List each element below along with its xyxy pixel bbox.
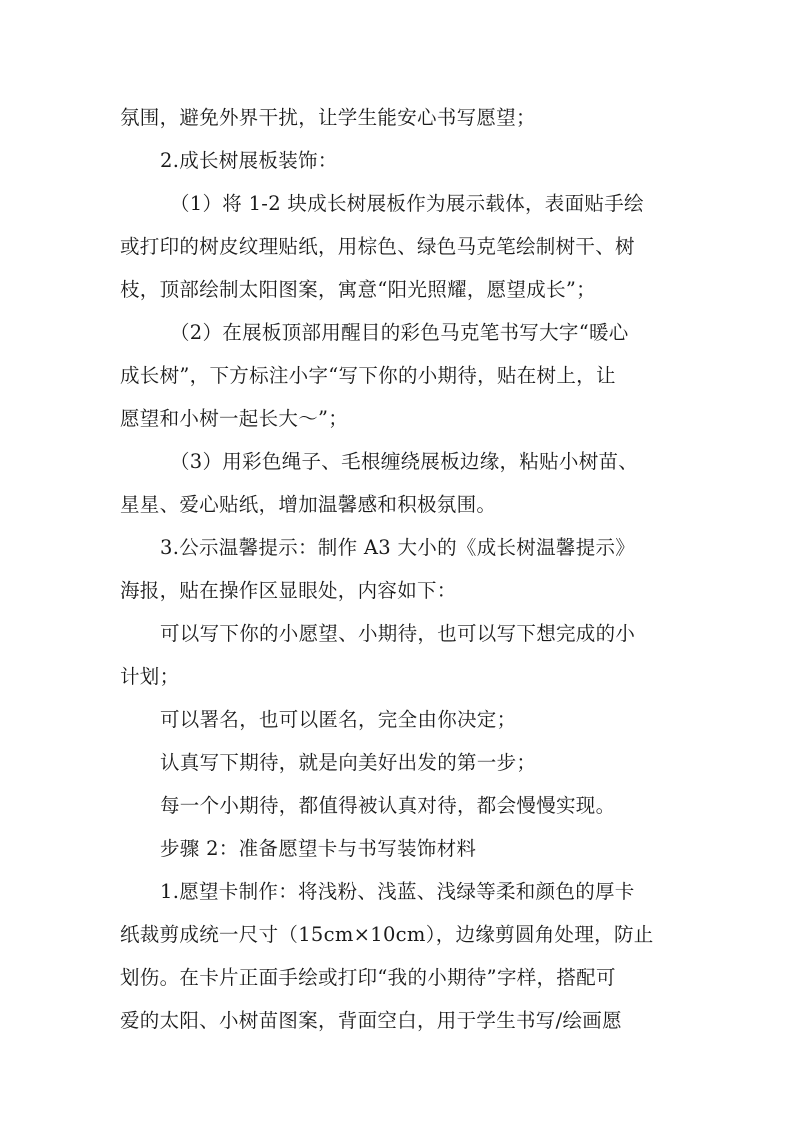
section-heading: 3.公示温馨提示：制作 A3 大小的《成长树温馨提示》 [160, 536, 636, 559]
list-item-line: （2）在展板顶部用醒目的彩色马克笔书写大字“暖心 [170, 321, 629, 344]
section-heading: 1.愿望卡制作：将浅粉、浅蓝、浅绿等柔和颜色的厚卡 [160, 880, 635, 903]
tip-line: 可以署名，也可以匿名，完全由你决定； [160, 708, 517, 731]
body-text-line: 愿望和小树一起长大～”； [120, 407, 349, 430]
body-text-line: 计划； [120, 665, 180, 688]
tip-line: 可以写下你的小愿望、小期待，也可以写下想完成的小 [160, 622, 636, 645]
body-text-line: 氛围，避免外界干扰，让学生能安心书写愿望； [120, 106, 536, 129]
body-text-line: 划伤。在卡片正面手绘或打印“我的小期待”字样，搭配可 [120, 966, 616, 989]
body-text-line: 星星、爱心贴纸，增加温馨感和积极氛围。 [120, 493, 497, 516]
step-heading: 步骤 2：准备愿望卡与书写装饰材料 [160, 837, 477, 860]
body-text-line: 枝，顶部绘制太阳图案，寓意“阳光照耀，愿望成长”； [120, 278, 596, 301]
section-heading: 2.成长树展板装饰： [160, 149, 338, 172]
list-item-line: （1）将 1-2 块成长树展板作为展示载体，表面贴手绘 [170, 192, 644, 215]
body-text-line: 或打印的树皮纹理贴纸，用棕色、绿色马克笔绘制树干、树 [120, 235, 635, 258]
list-item-line: （3）用彩色绳子、毛根缠绕展板边缘，粘贴小树苗、 [170, 450, 639, 473]
body-text-line: 海报，贴在操作区显眼处，内容如下： [120, 579, 457, 602]
body-text-line: 纸裁剪成统一尺寸（15cm×10cm），边缘剪圆角处理，防止 [120, 923, 654, 946]
body-text-line: 成长树”，下方标注小字“写下你的小期待，贴在树上，让 [120, 364, 616, 387]
body-text-line: 爱的太阳、小树苗图案，背面空白，用于学生书写/绘画愿 [120, 1009, 622, 1032]
tip-line: 每一个小期待，都值得被认真对待，都会慢慢实现。 [160, 794, 616, 817]
tip-line: 认真写下期待，就是向美好出发的第一步； [160, 751, 537, 774]
